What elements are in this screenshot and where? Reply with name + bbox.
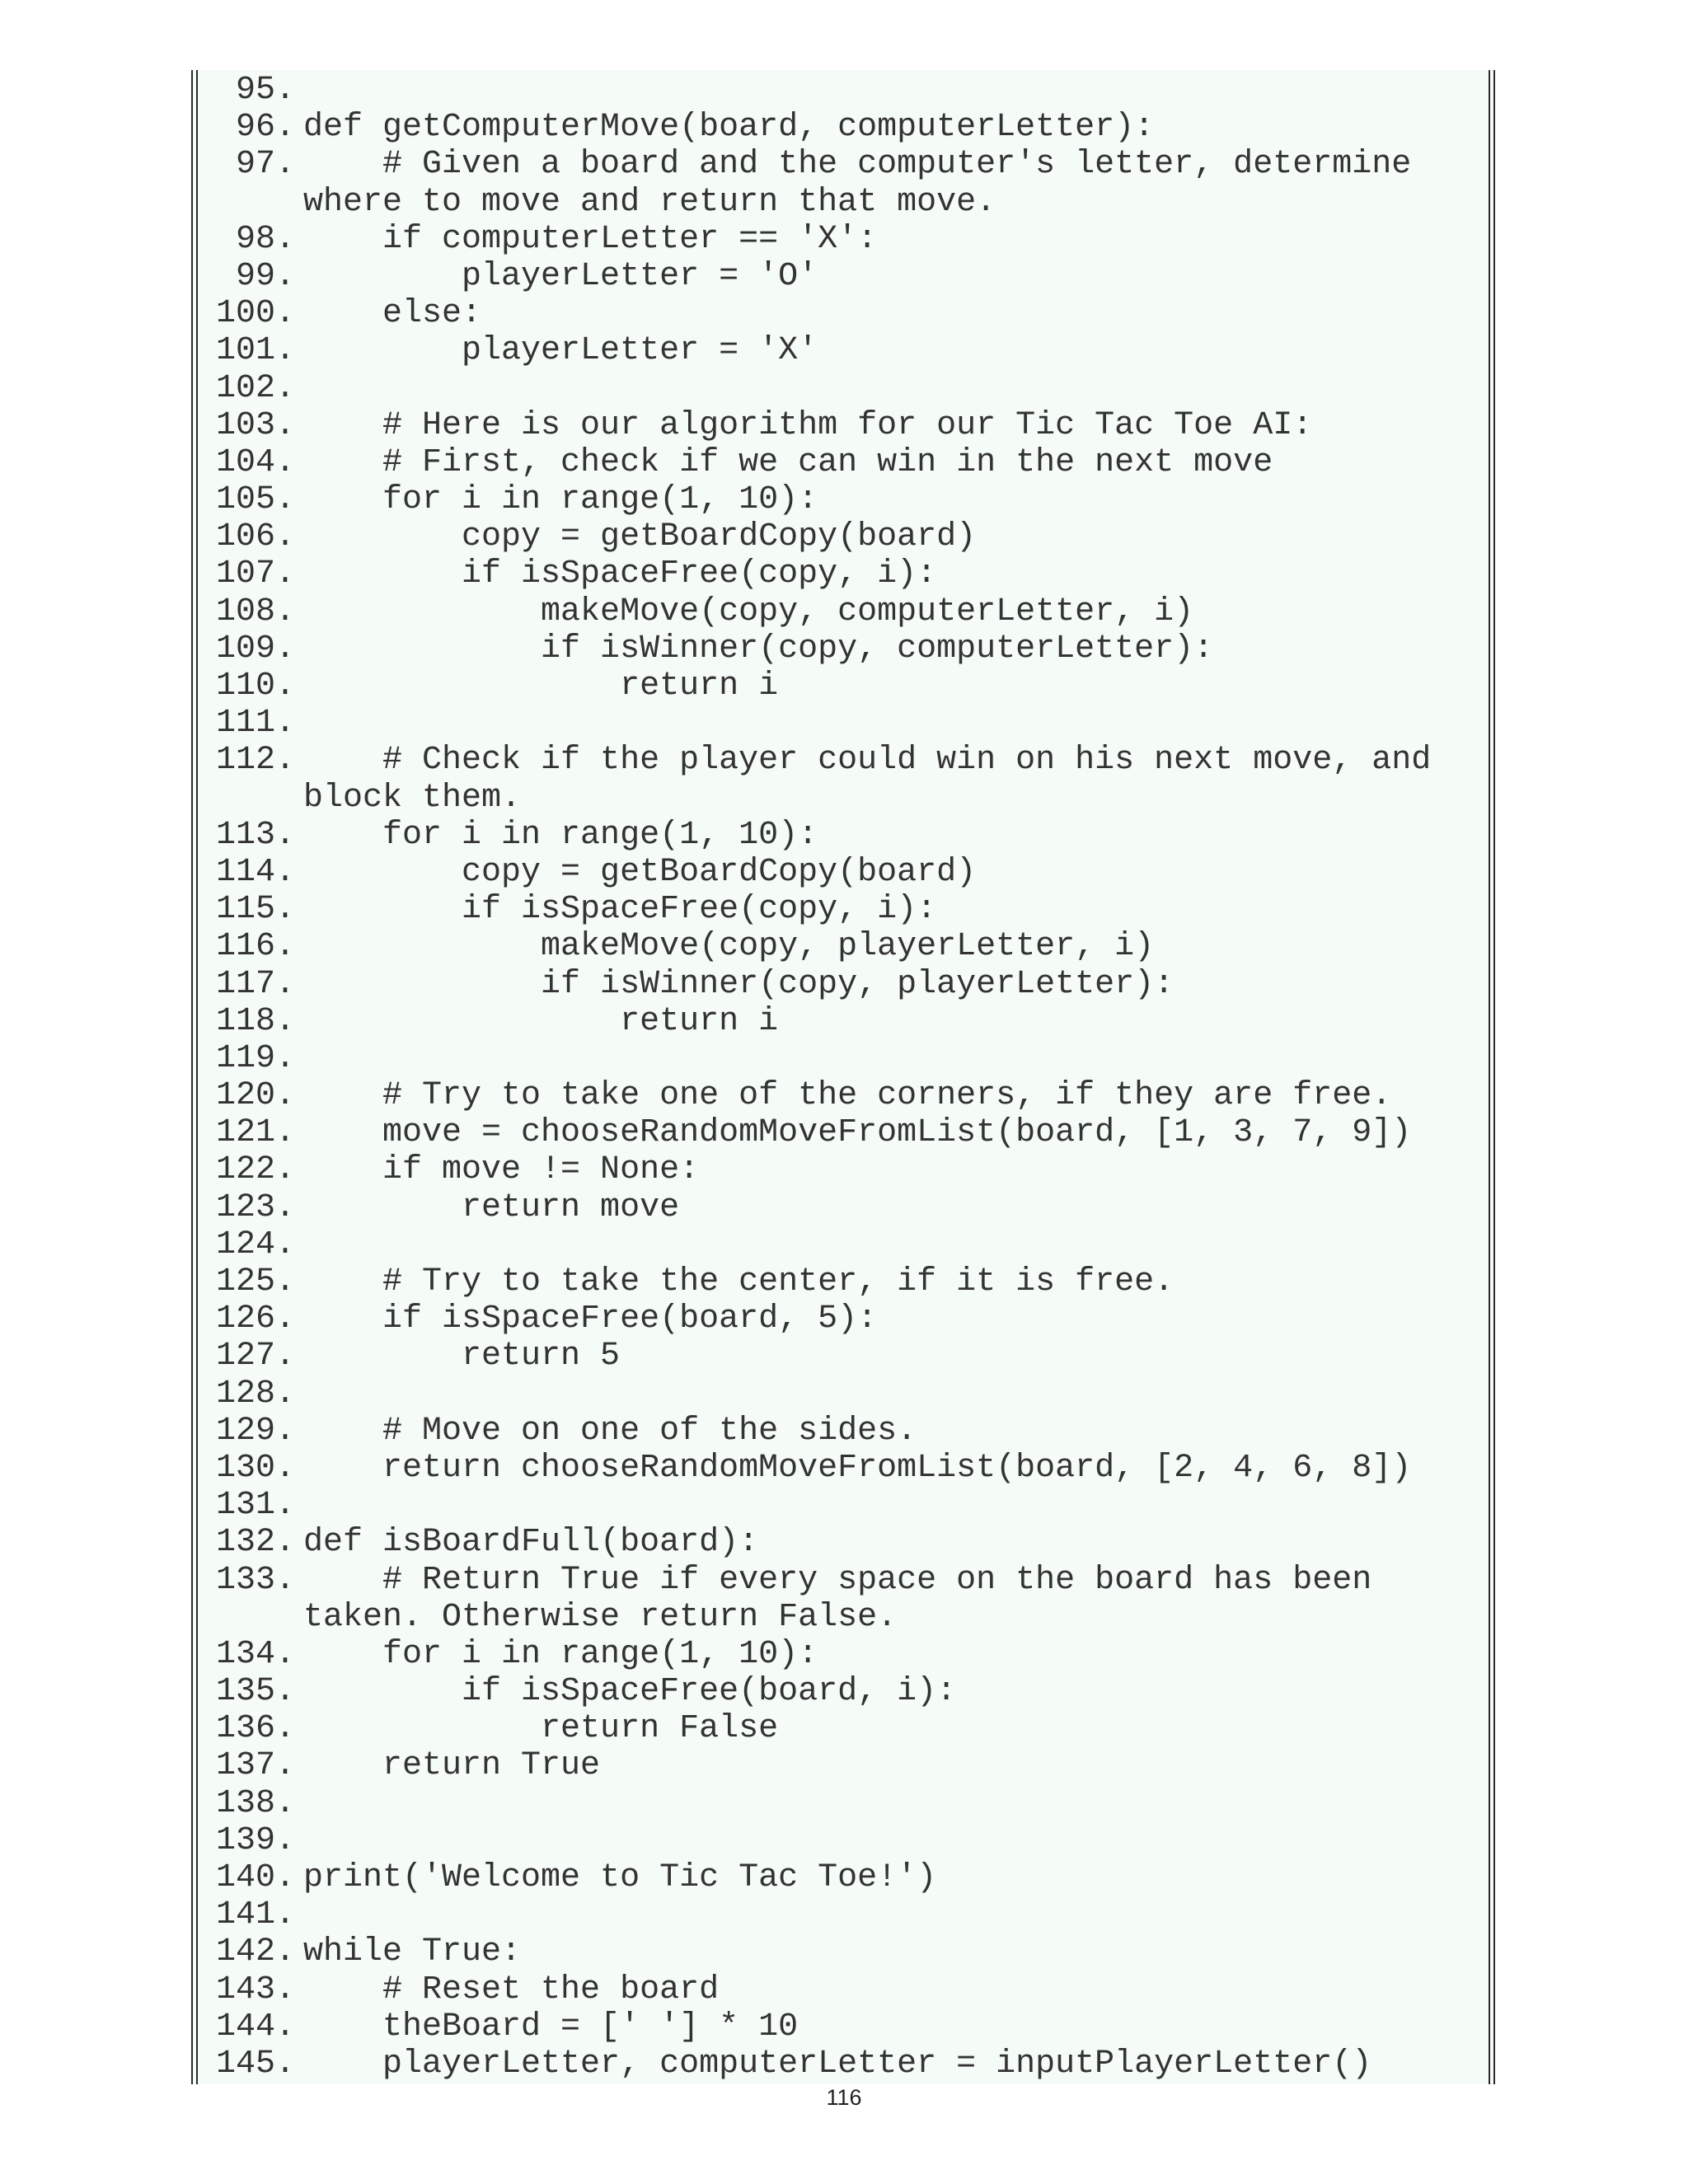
code-line <box>191 1263 1493 1301</box>
code-line <box>191 2008 1493 2046</box>
line-number: 144. <box>215 2008 295 2046</box>
line-code: for i in range(1, 10): <box>303 481 818 519</box>
line-number: 124. <box>215 1226 295 1263</box>
code-line <box>191 1896 1493 1933</box>
line-number: 126. <box>215 1301 295 1338</box>
code-line <box>191 518 1493 555</box>
line-number: 120. <box>215 1077 295 1115</box>
right-border-rule-outer <box>1493 70 1495 2084</box>
line-number: 113. <box>215 816 295 854</box>
line-code: while True: <box>303 1933 522 1971</box>
line-number: 138. <box>215 1784 295 1822</box>
line-code: for i in range(1, 10): <box>303 816 818 854</box>
line-number: 132. <box>215 1524 295 1562</box>
line-number: 97. <box>235 146 295 184</box>
code-line <box>191 1338 1493 1375</box>
line-code: makeMove(copy, playerLetter, i) <box>303 928 1155 966</box>
line-code: return 5 <box>303 1338 621 1376</box>
line-code: if isSpaceFree(copy, i): <box>303 891 937 929</box>
code-line <box>191 332 1493 369</box>
code-line <box>191 109 1493 146</box>
line-number: 98. <box>235 220 295 258</box>
line-code: return i <box>303 668 779 705</box>
code-line <box>191 817 1493 854</box>
code-line <box>191 1077 1493 1114</box>
code-line <box>191 1114 1493 1151</box>
code-line <box>191 1785 1493 1822</box>
line-number: 142. <box>215 1933 295 1971</box>
code-line <box>191 966 1493 1003</box>
code-line <box>191 1859 1493 1896</box>
line-number: 95. <box>235 72 295 109</box>
code-line <box>191 742 1493 816</box>
code-line <box>191 444 1493 481</box>
line-number: 115. <box>215 891 295 929</box>
code-line <box>191 891 1493 928</box>
line-number: 121. <box>215 1114 295 1152</box>
line-number: 109. <box>215 630 295 668</box>
line-number: 103. <box>215 406 295 444</box>
line-code: # Return True if every space on the board has been taken. Otherwise return False. <box>303 1561 1392 1636</box>
code-line <box>191 1226 1493 1263</box>
line-number: 123. <box>215 1188 295 1226</box>
line-number: 130. <box>215 1449 295 1487</box>
code-line <box>191 1822 1493 1859</box>
line-number: 101. <box>215 332 295 370</box>
line-number: 111. <box>215 705 295 743</box>
code-line <box>191 1747 1493 1784</box>
line-number: 127. <box>215 1338 295 1376</box>
line-number: 134. <box>215 1635 295 1673</box>
line-code: # First, check if we can win in the next move <box>303 443 1273 481</box>
line-code: return False <box>303 1710 779 1748</box>
line-code: return i <box>303 1002 779 1040</box>
line-number: 122. <box>215 1151 295 1189</box>
line-code: # Move on one of the sides. <box>303 1412 917 1450</box>
line-number: 139. <box>215 1821 295 1859</box>
line-number: 108. <box>215 593 295 630</box>
code-line <box>191 593 1493 630</box>
line-code: # Try to take one of the corners, if they are free. <box>303 1077 1392 1115</box>
code-line <box>191 146 1493 220</box>
code-line <box>191 481 1493 518</box>
code-line <box>191 1524 1493 1561</box>
line-code: if isWinner(copy, computerLetter): <box>303 630 1214 668</box>
line-code: def getComputerMove(board, computerLetter): <box>303 109 1155 147</box>
line-code: theBoard = [' '] * 10 <box>303 2008 799 2046</box>
line-code: if isWinner(copy, playerLetter): <box>303 965 1175 1003</box>
line-code: return move <box>303 1188 680 1226</box>
line-number: 125. <box>215 1263 295 1301</box>
line-code: # Check if the player could win on his next move, and block them. <box>303 742 1451 817</box>
line-code: if isSpaceFree(copy, i): <box>303 555 937 593</box>
code-line <box>191 705 1493 742</box>
line-number: 136. <box>215 1710 295 1748</box>
code-line <box>191 1301 1493 1338</box>
code-line <box>191 1189 1493 1226</box>
code-line <box>191 1636 1493 1673</box>
code-line <box>191 1971 1493 2008</box>
line-number: 117. <box>215 965 295 1003</box>
line-number: 110. <box>215 668 295 705</box>
line-number: 135. <box>215 1673 295 1711</box>
line-number: 99. <box>235 257 295 295</box>
line-code: playerLetter = 'O' <box>303 257 818 295</box>
code-line <box>191 1487 1493 1524</box>
code-listing <box>191 72 1493 2083</box>
page-number: 116 <box>826 2085 862 2110</box>
line-number: 116. <box>215 928 295 966</box>
code-line <box>191 1562 1493 1636</box>
line-code: copy = getBoardCopy(board) <box>303 853 977 891</box>
line-number: 140. <box>215 1859 295 1897</box>
line-number: 128. <box>215 1375 295 1413</box>
code-line <box>191 1450 1493 1487</box>
line-code: playerLetter = 'X' <box>303 332 818 370</box>
line-code: # Try to take the center, if it is free. <box>303 1263 1175 1301</box>
line-code: if move != None: <box>303 1151 700 1189</box>
line-code: # Reset the board <box>303 1971 720 2008</box>
code-line <box>191 1376 1493 1413</box>
line-code: if isSpaceFree(board, i): <box>303 1673 957 1711</box>
code-line <box>191 1673 1493 1710</box>
line-number: 137. <box>215 1747 295 1785</box>
line-code: move = chooseRandomMoveFromList(board, [1, 3, 7, 9]) <box>303 1114 1412 1152</box>
line-number: 131. <box>215 1487 295 1525</box>
line-code: makeMove(copy, computerLetter, i) <box>303 593 1194 630</box>
line-code: if computerLetter == 'X': <box>303 220 878 258</box>
line-number: 133. <box>215 1561 295 1599</box>
line-code: if isSpaceFree(board, 5): <box>303 1301 878 1338</box>
code-line <box>191 370 1493 407</box>
line-number: 102. <box>215 369 295 407</box>
code-line <box>191 1710 1493 1747</box>
line-code: # Here is our algorithm for our Tic Tac Toe AI: <box>303 406 1313 444</box>
line-number: 143. <box>215 1971 295 2008</box>
line-number: 118. <box>215 1002 295 1040</box>
code-line <box>191 928 1493 965</box>
code-line <box>191 1040 1493 1077</box>
code-line <box>191 72 1493 109</box>
code-line <box>191 1933 1493 1971</box>
line-number: 107. <box>215 555 295 593</box>
line-number: 112. <box>215 742 295 780</box>
line-code: copy = getBoardCopy(board) <box>303 518 977 556</box>
line-number: 129. <box>215 1412 295 1450</box>
line-number: 141. <box>215 1896 295 1934</box>
code-line <box>191 630 1493 668</box>
line-number: 119. <box>215 1039 295 1077</box>
line-code: return chooseRandomMoveFromList(board, [2, 4, 6, 8]) <box>303 1449 1412 1487</box>
line-code: def isBoardFull(board): <box>303 1524 759 1562</box>
code-line <box>191 668 1493 705</box>
code-line <box>191 1003 1493 1040</box>
line-number: 96. <box>235 109 295 147</box>
line-code: playerLetter, computerLetter = inputPlayerLetter() <box>303 2045 1372 2083</box>
line-code: # Given a board and the computer's letter, determine where to move and return that move. <box>303 146 1432 221</box>
line-number: 114. <box>215 853 295 891</box>
line-number: 100. <box>215 295 295 333</box>
code-line <box>191 295 1493 332</box>
code-line <box>191 221 1493 258</box>
code-line <box>191 407 1493 444</box>
code-line <box>191 854 1493 891</box>
line-number: 106. <box>215 518 295 556</box>
line-code: else: <box>303 295 482 333</box>
line-code: for i in range(1, 10): <box>303 1635 818 1673</box>
line-number: 104. <box>215 443 295 481</box>
code-line <box>191 2046 1493 2083</box>
code-line <box>191 555 1493 593</box>
line-number: 105. <box>215 481 295 519</box>
code-line <box>191 1151 1493 1188</box>
line-code: print('Welcome to Tic Tac Toe!') <box>303 1859 937 1897</box>
line-number: 145. <box>215 2045 295 2083</box>
line-code: return True <box>303 1747 601 1785</box>
code-line <box>191 1413 1493 1450</box>
code-line <box>191 258 1493 295</box>
